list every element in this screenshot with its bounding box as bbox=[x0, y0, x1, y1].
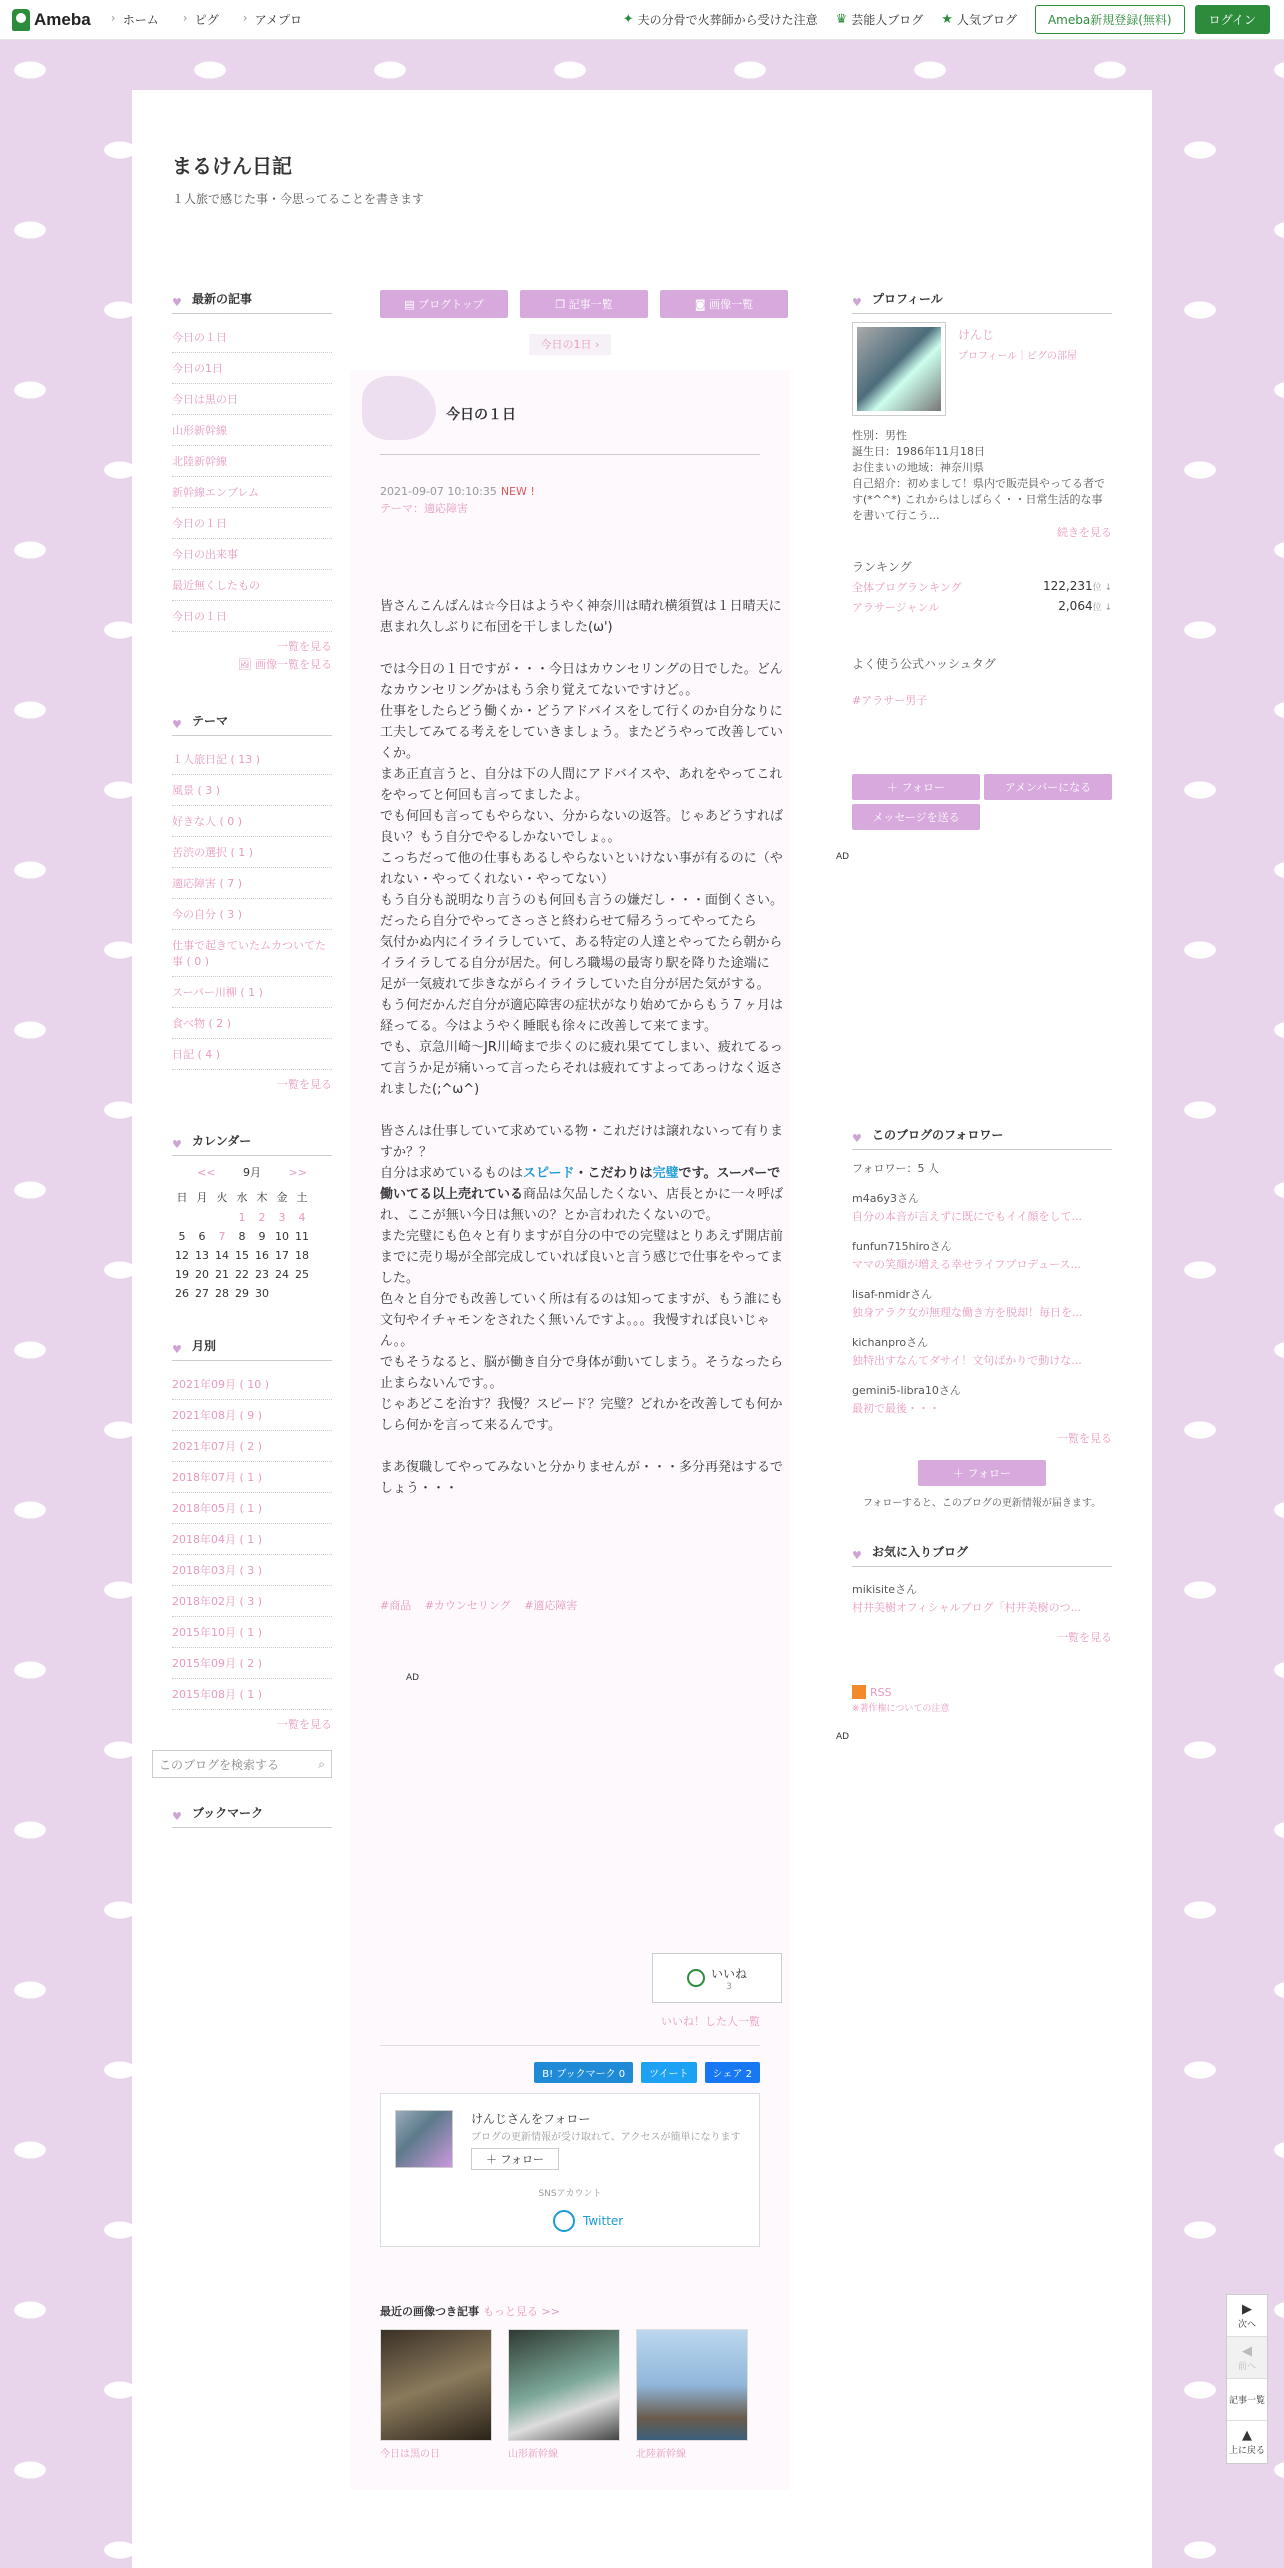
cal-dow: 水 bbox=[236, 1191, 248, 1204]
cal-day bbox=[192, 1208, 212, 1227]
monthly-heading: ♥ 月別 bbox=[172, 1337, 332, 1361]
ad-label: AD bbox=[836, 852, 850, 862]
recent-image-posts-heading bbox=[380, 2303, 790, 2319]
highlight-sep: ・ bbox=[574, 1166, 588, 1181]
monthly-item[interactable]: 2018年07月 ( 1 ) bbox=[172, 1462, 332, 1493]
theme-item[interactable]: 苦渋の選択 ( 1 ) bbox=[172, 837, 332, 868]
recent-post-item[interactable]: 今日の出来事 bbox=[172, 539, 332, 570]
recent-post-item[interactable]: 新幹線エンブレム bbox=[172, 477, 332, 508]
follow-button-secondary[interactable]: ＋ フォロー bbox=[918, 1460, 1046, 1486]
prev-label: 前へ bbox=[1237, 2361, 1256, 2372]
home-icon: ▤ bbox=[404, 297, 419, 311]
ranking-unit: 位 ↓ bbox=[1092, 603, 1112, 613]
cal-dow: 月 bbox=[196, 1191, 208, 1204]
article-body bbox=[380, 596, 790, 1499]
ameba-logo-icon bbox=[12, 9, 30, 31]
back-to-top-label: 上に戻る bbox=[1228, 2446, 1265, 2456]
share-bar bbox=[380, 2045, 760, 2083]
list-icon: ❐ bbox=[555, 297, 569, 311]
follower-name: gemini5-libra10さん bbox=[852, 1384, 961, 1397]
ameba-logo[interactable] bbox=[12, 9, 91, 31]
global-header bbox=[0, 0, 1284, 40]
nav-home[interactable]: › ホーム bbox=[111, 11, 159, 28]
highlight-perfect: 完璧 bbox=[652, 1166, 679, 1181]
recent-post-item[interactable]: 北陸新幹線 bbox=[172, 446, 332, 477]
smile-icon bbox=[687, 1969, 705, 1987]
blog-top-label: ブログトップ bbox=[418, 298, 484, 311]
image-list-button[interactable] bbox=[660, 290, 788, 318]
follow-note: フォローすると、このブログの更新情報が届きます。 bbox=[862, 1498, 1102, 1509]
post-list-nav-label: 記事一覧 bbox=[1228, 2396, 1265, 2406]
like-count: 3 bbox=[726, 1981, 732, 1992]
follower-name: m4a6y3さん bbox=[852, 1192, 919, 1205]
cal-day-link[interactable]: 3 bbox=[278, 1211, 286, 1224]
cal-day: 24 bbox=[275, 1268, 289, 1281]
monthly-more-link[interactable]: 一覧を見る bbox=[277, 1718, 332, 1731]
blog-top-button[interactable] bbox=[380, 290, 508, 318]
thumbnail-caption: 今日は黒の日 bbox=[380, 2449, 440, 2460]
profile-more-link[interactable]: 続きを見る bbox=[1057, 526, 1112, 539]
article-date bbox=[380, 485, 790, 498]
left-sidebar bbox=[159, 290, 332, 1836]
prev-post-button[interactable] bbox=[1227, 2337, 1267, 2379]
register-button[interactable]: Ameba新規登録(無料) bbox=[1035, 5, 1185, 34]
back-to-top-button[interactable] bbox=[1227, 2421, 1267, 2463]
article-theme-link[interactable]: テーマ：適応障害 bbox=[380, 502, 468, 515]
amember-button[interactable]: アメンバーになる bbox=[984, 774, 1112, 800]
hatena-bookmark-button[interactable]: B! ブックマーク 0 bbox=[534, 2062, 633, 2083]
calendar-heading: ♥ カレンダー bbox=[172, 1132, 332, 1156]
thumbnail-caption: 北陸新幹線 bbox=[636, 2449, 686, 2460]
back-icon: ◀ bbox=[1242, 2343, 1252, 2359]
cal-day-link[interactable]: 2 bbox=[258, 1211, 266, 1224]
header-link-news-label: 夫の分骨で火葬師から受けた注意 bbox=[637, 13, 818, 27]
follower-name: kichanproさん bbox=[852, 1336, 929, 1349]
thumbnail-item[interactable] bbox=[636, 2329, 748, 2460]
follower-blog[interactable]: 独身アラク女が無理な働き方を脱却！毎日を... bbox=[852, 1306, 1083, 1319]
header-link-popular-label: 人気ブログ bbox=[956, 13, 1017, 27]
star-icon: ★ bbox=[941, 12, 953, 27]
monthly-item[interactable]: 2015年08月 ( 1 ) bbox=[172, 1679, 332, 1710]
rss-label: RSS bbox=[870, 1685, 892, 1699]
cal-day: 30 bbox=[255, 1287, 269, 1300]
cal-day: 23 bbox=[255, 1268, 269, 1281]
monthly-item[interactable]: 2018年04月 ( 1 ) bbox=[172, 1524, 332, 1555]
calendar-prev-button[interactable]: << bbox=[197, 1166, 216, 1179]
monthly-item[interactable]: 2015年09月 ( 2 ) bbox=[172, 1648, 332, 1679]
ranking-value: 122,231 bbox=[1042, 579, 1093, 593]
ranking-label[interactable]: アラサージャンル bbox=[852, 601, 940, 614]
body-paragraph: 商品は欠品したくない、店長とかに一々呼ばれ、ここが無い今日は無いの？とか言われたくないので。 また完璧にも色々と有りますが自分の中での完璧はとりあえず開店前までに売り場が全部完成していれば良いと言う感じで仕事をやってました。 色々と自分でも改善していく所は有るのは知ってますが、もう誰にも文句やイチャモンをされたく無いんですよ。。。我慢すれば良いじゃん。。 でもそうなると、脳が働き自分で身体が動いてしまう。そうなったら止まらないんです。。 じゃあどこを治す？我慢？スピード？完璧？どれかを改善しても何かしら何かを言って来るんです。 bbox=[380, 1187, 784, 1433]
cal-day: 10 bbox=[275, 1230, 289, 1243]
next-post-link[interactable]: 今日の1日 › bbox=[529, 334, 612, 355]
monthly-item[interactable]: 2018年03月 ( 3 ) bbox=[172, 1555, 332, 1586]
hashtag-list bbox=[380, 1597, 790, 1613]
blog-title[interactable]: まるけん日記 bbox=[172, 154, 292, 178]
cal-day: 18 bbox=[295, 1249, 309, 1262]
post-list-label: 記事一覧 bbox=[568, 298, 613, 311]
recent-post-item[interactable]: 今日の1日 bbox=[172, 353, 332, 384]
profile-heading: ♥ プロフィール bbox=[852, 290, 1112, 314]
login-button[interactable]: ログイン bbox=[1195, 5, 1270, 34]
calendar-month: 9月 bbox=[243, 1166, 261, 1179]
crown-icon: ♛ bbox=[835, 12, 848, 27]
calendar-next-button[interactable]: >> bbox=[288, 1166, 307, 1179]
follower-blog[interactable]: 独特出すなんてダサイ！文句ばかりで動けな... bbox=[852, 1354, 1082, 1367]
cal-day: 22 bbox=[235, 1268, 249, 1281]
recent-post-item[interactable]: 今日は黒の日 bbox=[172, 384, 332, 415]
ad-label: AD bbox=[836, 1732, 850, 1742]
like-button[interactable] bbox=[652, 1953, 782, 2003]
up-arrow-icon: ▲ bbox=[1242, 2428, 1252, 2443]
recent-posts-heading: ♥ 最新の記事 bbox=[172, 290, 332, 314]
monthly-item[interactable]: 2018年02月 ( 3 ) bbox=[172, 1586, 332, 1617]
hashtag-link[interactable]: #商品 bbox=[380, 1599, 412, 1612]
body-paragraph: 皆さんこんばんは☆今日はようやく神奈川は晴れ横須賀は１日晴天に恵まれ久しぶりに布団を干しました(ω') bbox=[380, 599, 782, 635]
follow-card bbox=[380, 2093, 760, 2247]
body-paragraph: 皆さんは仕事していて求めている物・これだけは譲れないって有りますか？？ 自分は求めているものは bbox=[380, 1124, 784, 1181]
image-icon: 🖼 bbox=[237, 658, 252, 671]
cal-day bbox=[292, 1284, 312, 1303]
image-list-label: 画像一覧 bbox=[709, 298, 754, 311]
author-avatar[interactable] bbox=[395, 2110, 453, 2168]
followers-more-link[interactable]: 一覧を見る bbox=[1057, 1432, 1112, 1445]
ranking-row bbox=[852, 579, 1112, 595]
recent-post-item[interactable]: 今日の１日 bbox=[172, 508, 332, 539]
cal-dow: 日 bbox=[176, 1191, 188, 1204]
body-paragraph: では今日の１日ですが・・・今日はカウンセリングの日でした。どんなカウンセリングかはもう余り覚えてないですけど。。 仕事をしたらどう働くか・どうアドバイスをして行くのか自分なりに工夫してみてる考えをしていきましょう。またどうやって改善していくか。 まあ正直言うと、自分は下の人間にアドバイスや、あれをやってこれをやってと何回も言ってましたよ。 でも何回も言ってもやらない、分からないの返答。じゃあどうすれば良い？もう自分でやるしかないでしょ。。 こっちだって他の仕事もあるしやらないといけない事が有るのに（やれない・やってくれない・やってない） もう自分も説明なり言うのも何回も言うの嫌だし・・・面倒くさい。だったら自分でやってさっさと終わらせて帰ろうってやってたら 気付かぬ内にイライラしていて、ある特定の人達とやってたら朝からイライラしてる自分が居た。何しろ職場の最寄り駅を降りた途端に 足が一気疲れて歩きながらイライラしていた自分が居た気がする。 もう何だかんだ自分が適応障害の症状がなり始めてからもう７ヶ月は経ってる。今はようやく睡眠も徐々に改善して来てます。 でも、京急川崎～JR川崎まで歩くのに疲れ果ててしまい、疲れてるって言うか足が痛いって言ったらそれは疲れてすよってあっけなく返されました(;^ω^) bbox=[380, 662, 784, 1097]
theme-item[interactable]: １人旅日記 ( 13 ) bbox=[172, 744, 332, 775]
cal-day-link[interactable]: 1 bbox=[238, 1211, 246, 1224]
article-title[interactable] bbox=[380, 380, 760, 455]
search-placeholder: このブログを検索する bbox=[159, 1757, 280, 1772]
cal-day: 19 bbox=[175, 1268, 189, 1281]
cal-day: 9 bbox=[258, 1230, 266, 1243]
twitter-icon bbox=[553, 2210, 575, 2232]
cal-day: 27 bbox=[195, 1287, 209, 1300]
recent-posts-list bbox=[172, 322, 332, 632]
floating-post-nav bbox=[1226, 2294, 1268, 2464]
cal-day: 14 bbox=[215, 1249, 229, 1262]
cal-dow: 金 bbox=[276, 1191, 288, 1204]
calendar-grid bbox=[172, 1186, 312, 1303]
header-link-news[interactable] bbox=[623, 11, 818, 28]
thumbnail-image bbox=[636, 2329, 748, 2441]
monthly-list bbox=[172, 1369, 332, 1710]
theme-item[interactable]: 日記 ( 4 ) bbox=[172, 1039, 332, 1070]
theme-item[interactable]: 食べ物 ( 2 ) bbox=[172, 1008, 332, 1039]
global-nav bbox=[111, 11, 326, 28]
cal-day: 12 bbox=[175, 1249, 189, 1262]
camera-icon: ◙ bbox=[694, 297, 710, 311]
header-link-celeb[interactable] bbox=[836, 11, 924, 28]
cal-dow: 土 bbox=[296, 1191, 308, 1204]
liked-users-link[interactable]: いいね！した人一覧 bbox=[661, 2015, 760, 2028]
cal-day bbox=[212, 1208, 232, 1227]
search-icon[interactable]: ⌕ bbox=[318, 1756, 325, 1771]
nav-amepro[interactable]: › アメプロ bbox=[243, 11, 302, 28]
thumbnail-caption: 山形新幹線 bbox=[508, 2449, 558, 2460]
copyright-note-link[interactable]: ※著作権についての注意 bbox=[852, 1704, 950, 1714]
spark-icon: ✦ bbox=[622, 12, 634, 27]
themes-more-link[interactable]: 一覧を見る bbox=[277, 1078, 332, 1091]
follower-blog[interactable]: 最初で最後・・・ bbox=[852, 1402, 940, 1415]
calendar bbox=[172, 1164, 332, 1303]
logo-text: Ameba bbox=[34, 9, 91, 29]
facebook-share-button[interactable]: シェア 2 bbox=[705, 2062, 760, 2083]
follower-item[interactable] bbox=[852, 1190, 1112, 1224]
blog-description: １人旅で感じた事・今思ってることを書きます bbox=[172, 192, 425, 206]
follow-card-title: けんじさんをフォロー bbox=[471, 2112, 591, 2126]
twitter-link[interactable] bbox=[553, 2210, 623, 2232]
hashtag-link[interactable]: #カウンセリング bbox=[424, 1599, 511, 1612]
monthly-item[interactable]: 2021年07月 ( 2 ) bbox=[172, 1431, 332, 1462]
follow-card-desc: ブログの更新情報が受け取れて、アクセスが簡単になります bbox=[471, 2132, 741, 2143]
themes-list bbox=[172, 744, 332, 1070]
blog-page bbox=[132, 90, 1152, 2568]
followers-heading: ♥ このブログのフォロワー bbox=[852, 1126, 1112, 1150]
header-link-popular[interactable] bbox=[941, 11, 1017, 28]
recent-post-item[interactable]: 山形新幹線 bbox=[172, 415, 332, 446]
cal-day: 29 bbox=[235, 1287, 249, 1300]
article bbox=[350, 370, 790, 2490]
recent-post-item[interactable]: 最近無くしたもの bbox=[172, 570, 332, 601]
cal-day: 26 bbox=[175, 1287, 189, 1300]
cal-day: 17 bbox=[275, 1249, 289, 1262]
monthly-item[interactable]: 2021年08月 ( 9 ) bbox=[172, 1400, 332, 1431]
ranking-heading: ランキング bbox=[852, 560, 912, 574]
cal-dow: 木 bbox=[256, 1191, 268, 1204]
next-post-button[interactable] bbox=[1227, 2295, 1267, 2337]
ad-label: AD bbox=[406, 1673, 420, 1683]
cal-day: 21 bbox=[215, 1268, 229, 1281]
theme-item[interactable]: 風景 ( 3 ) bbox=[172, 775, 332, 806]
recent-image-more-link[interactable]: もっと見る >> bbox=[483, 2305, 560, 2318]
theme-item[interactable]: 仕事で起きていたムカついてた事 ( 0 ) bbox=[172, 930, 332, 977]
cal-day: 20 bbox=[195, 1268, 209, 1281]
favorite-blog-owner: mikisiteさん bbox=[852, 1583, 918, 1596]
post-list-nav-button[interactable] bbox=[1227, 2379, 1267, 2421]
send-message-button[interactable]: メッセージを送る bbox=[852, 804, 980, 830]
sns-accounts-label: SNSアカウント bbox=[538, 2189, 602, 2199]
thumbnail-item[interactable] bbox=[508, 2329, 620, 2460]
highlight-kodawari: こだわりは bbox=[587, 1166, 653, 1181]
article-title-text: 今日の１日 bbox=[446, 407, 516, 423]
follower-blog[interactable]: 自分の本音が言えずに既にでもイイ顔をして... bbox=[852, 1210, 1082, 1223]
thumbnail-image bbox=[380, 2329, 492, 2441]
ranking-label[interactable]: 全体ブログランキング bbox=[852, 581, 962, 594]
theme-item[interactable]: 適応障害 ( 7 ) bbox=[172, 868, 332, 899]
favorite-blog-title[interactable]: 村井美樹オフィシャルブログ「村井美樹のつ... bbox=[852, 1601, 1082, 1614]
recent-post-item[interactable]: 今日の１日 bbox=[172, 322, 332, 353]
profile-avatar[interactable] bbox=[852, 322, 946, 416]
monthly-item[interactable]: 2018年05月 ( 1 ) bbox=[172, 1493, 332, 1524]
official-hashtag-heading: よく使う公式ハッシュタグ bbox=[852, 657, 996, 671]
nav-pigg[interactable]: › ピグ bbox=[183, 11, 219, 28]
body-paragraph: まあ復職してやってみないと分かりませんが・・・多分再発はするでしょう・・・ bbox=[380, 1460, 783, 1496]
follower-name: funfun715hiroさん bbox=[852, 1240, 952, 1253]
right-sidebar bbox=[836, 290, 1112, 1742]
theme-item[interactable]: 今の自分 ( 3 ) bbox=[172, 899, 332, 930]
next-label: 次へ bbox=[1237, 2319, 1256, 2330]
profile-sub-links[interactable]: プロフィール｜ピグの部屋 bbox=[958, 351, 1077, 362]
highlight-speed: スピード bbox=[523, 1166, 575, 1181]
image-post-thumbnails bbox=[380, 2329, 790, 2460]
profile-follow-button[interactable]: ＋ フォロー bbox=[852, 774, 980, 800]
new-badge: NEW ! bbox=[500, 485, 535, 498]
follower-item[interactable] bbox=[852, 1286, 1112, 1320]
cal-day: 28 bbox=[215, 1287, 229, 1300]
follower-count: フォロワー：5 人 bbox=[852, 1162, 939, 1175]
image-list-link[interactable] bbox=[172, 656, 332, 672]
cal-day: 6 bbox=[198, 1230, 206, 1243]
cal-day-link[interactable]: 4 bbox=[298, 1211, 306, 1224]
hashtag-link[interactable]: #適応障害 bbox=[524, 1599, 578, 1612]
recent-image-posts-title: 最近の画像つき記事 bbox=[380, 2305, 479, 2318]
theme-item[interactable]: スーパー川柳 ( 1 ) bbox=[172, 977, 332, 1008]
cal-day: 15 bbox=[235, 1249, 249, 1262]
profile-info: 性別：男性 誕生日：1986年11月18日 お住まいの地域：神奈川県 自己紹介：初めまして！県内で販売員やってる者です(*^^*) これからはしばらく・・日常生活的な事を書いて行こう... bbox=[852, 429, 1105, 522]
bookmark-heading: ♥ ブックマーク bbox=[172, 1804, 332, 1828]
cal-day bbox=[172, 1208, 192, 1227]
cal-day: 8 bbox=[238, 1230, 246, 1243]
cal-day: 25 bbox=[295, 1268, 309, 1281]
play-icon: ▶ bbox=[1242, 2301, 1252, 2317]
profile-name-link[interactable]: けんじ bbox=[958, 328, 995, 342]
image-list-label: 画像一覧を見る bbox=[255, 658, 332, 671]
cal-day bbox=[272, 1284, 292, 1303]
like-label: いいね bbox=[710, 1966, 747, 1981]
favorite-blogs-more-link[interactable]: 一覧を見る bbox=[1057, 1631, 1112, 1644]
rss-link[interactable] bbox=[852, 1685, 1112, 1699]
ranking-row bbox=[852, 599, 1112, 615]
themes-heading: ♥ テーマ bbox=[172, 712, 332, 736]
theme-item[interactable]: 好きな人 ( 0 ) bbox=[172, 806, 332, 837]
blog-search-input[interactable] bbox=[152, 1750, 332, 1778]
cal-day: 16 bbox=[255, 1249, 269, 1262]
thumbnail-item[interactable] bbox=[380, 2329, 492, 2460]
rss-icon bbox=[852, 1685, 866, 1699]
ranking-value: 2,064 bbox=[1058, 599, 1093, 613]
favorite-blog-item[interactable] bbox=[852, 1581, 1112, 1615]
cal-day: 11 bbox=[295, 1230, 309, 1243]
cal-dow: 火 bbox=[216, 1191, 228, 1204]
monthly-item[interactable]: 2015年10月 ( 1 ) bbox=[172, 1617, 332, 1648]
favorite-blogs-heading: ♥ お気に入りブログ bbox=[852, 1543, 1112, 1567]
official-hashtag-link[interactable]: #アラサー男子 bbox=[852, 694, 928, 707]
thumbnail-image bbox=[508, 2329, 620, 2441]
cal-day: 13 bbox=[195, 1249, 209, 1262]
follower-name: lisaf-nmidrさん bbox=[852, 1288, 933, 1301]
post-list-button[interactable] bbox=[520, 290, 648, 318]
twitter-label: Twitter bbox=[583, 2214, 624, 2228]
recent-posts-more-link[interactable]: 一覧を見る bbox=[277, 640, 332, 653]
follower-item[interactable] bbox=[852, 1334, 1112, 1368]
monthly-item[interactable]: 2021年09月 ( 10 ) bbox=[172, 1369, 332, 1400]
tweet-button[interactable]: ツイート bbox=[641, 2062, 697, 2083]
article-date-text: 2021-09-07 10:10:35 bbox=[380, 485, 497, 498]
follower-item[interactable] bbox=[852, 1238, 1112, 1272]
main-content bbox=[350, 290, 790, 2490]
ranking-unit: 位 ↓ bbox=[1092, 583, 1112, 593]
cal-day: 5 bbox=[178, 1230, 186, 1243]
recent-post-item[interactable]: 今日の１日 bbox=[172, 601, 332, 632]
highlight-super: です。スーパーで働いてる以上売れている bbox=[380, 1166, 781, 1202]
follow-button[interactable]: ＋ フォロー bbox=[471, 2148, 559, 2170]
cal-day-link[interactable]: 7 bbox=[218, 1230, 226, 1243]
follower-blog[interactable]: ママの笑顔が増える幸せライフプロデュース... bbox=[852, 1258, 1081, 1271]
follower-item[interactable] bbox=[852, 1382, 1112, 1416]
header-link-celeb-label: 芸能人ブログ bbox=[851, 13, 924, 27]
